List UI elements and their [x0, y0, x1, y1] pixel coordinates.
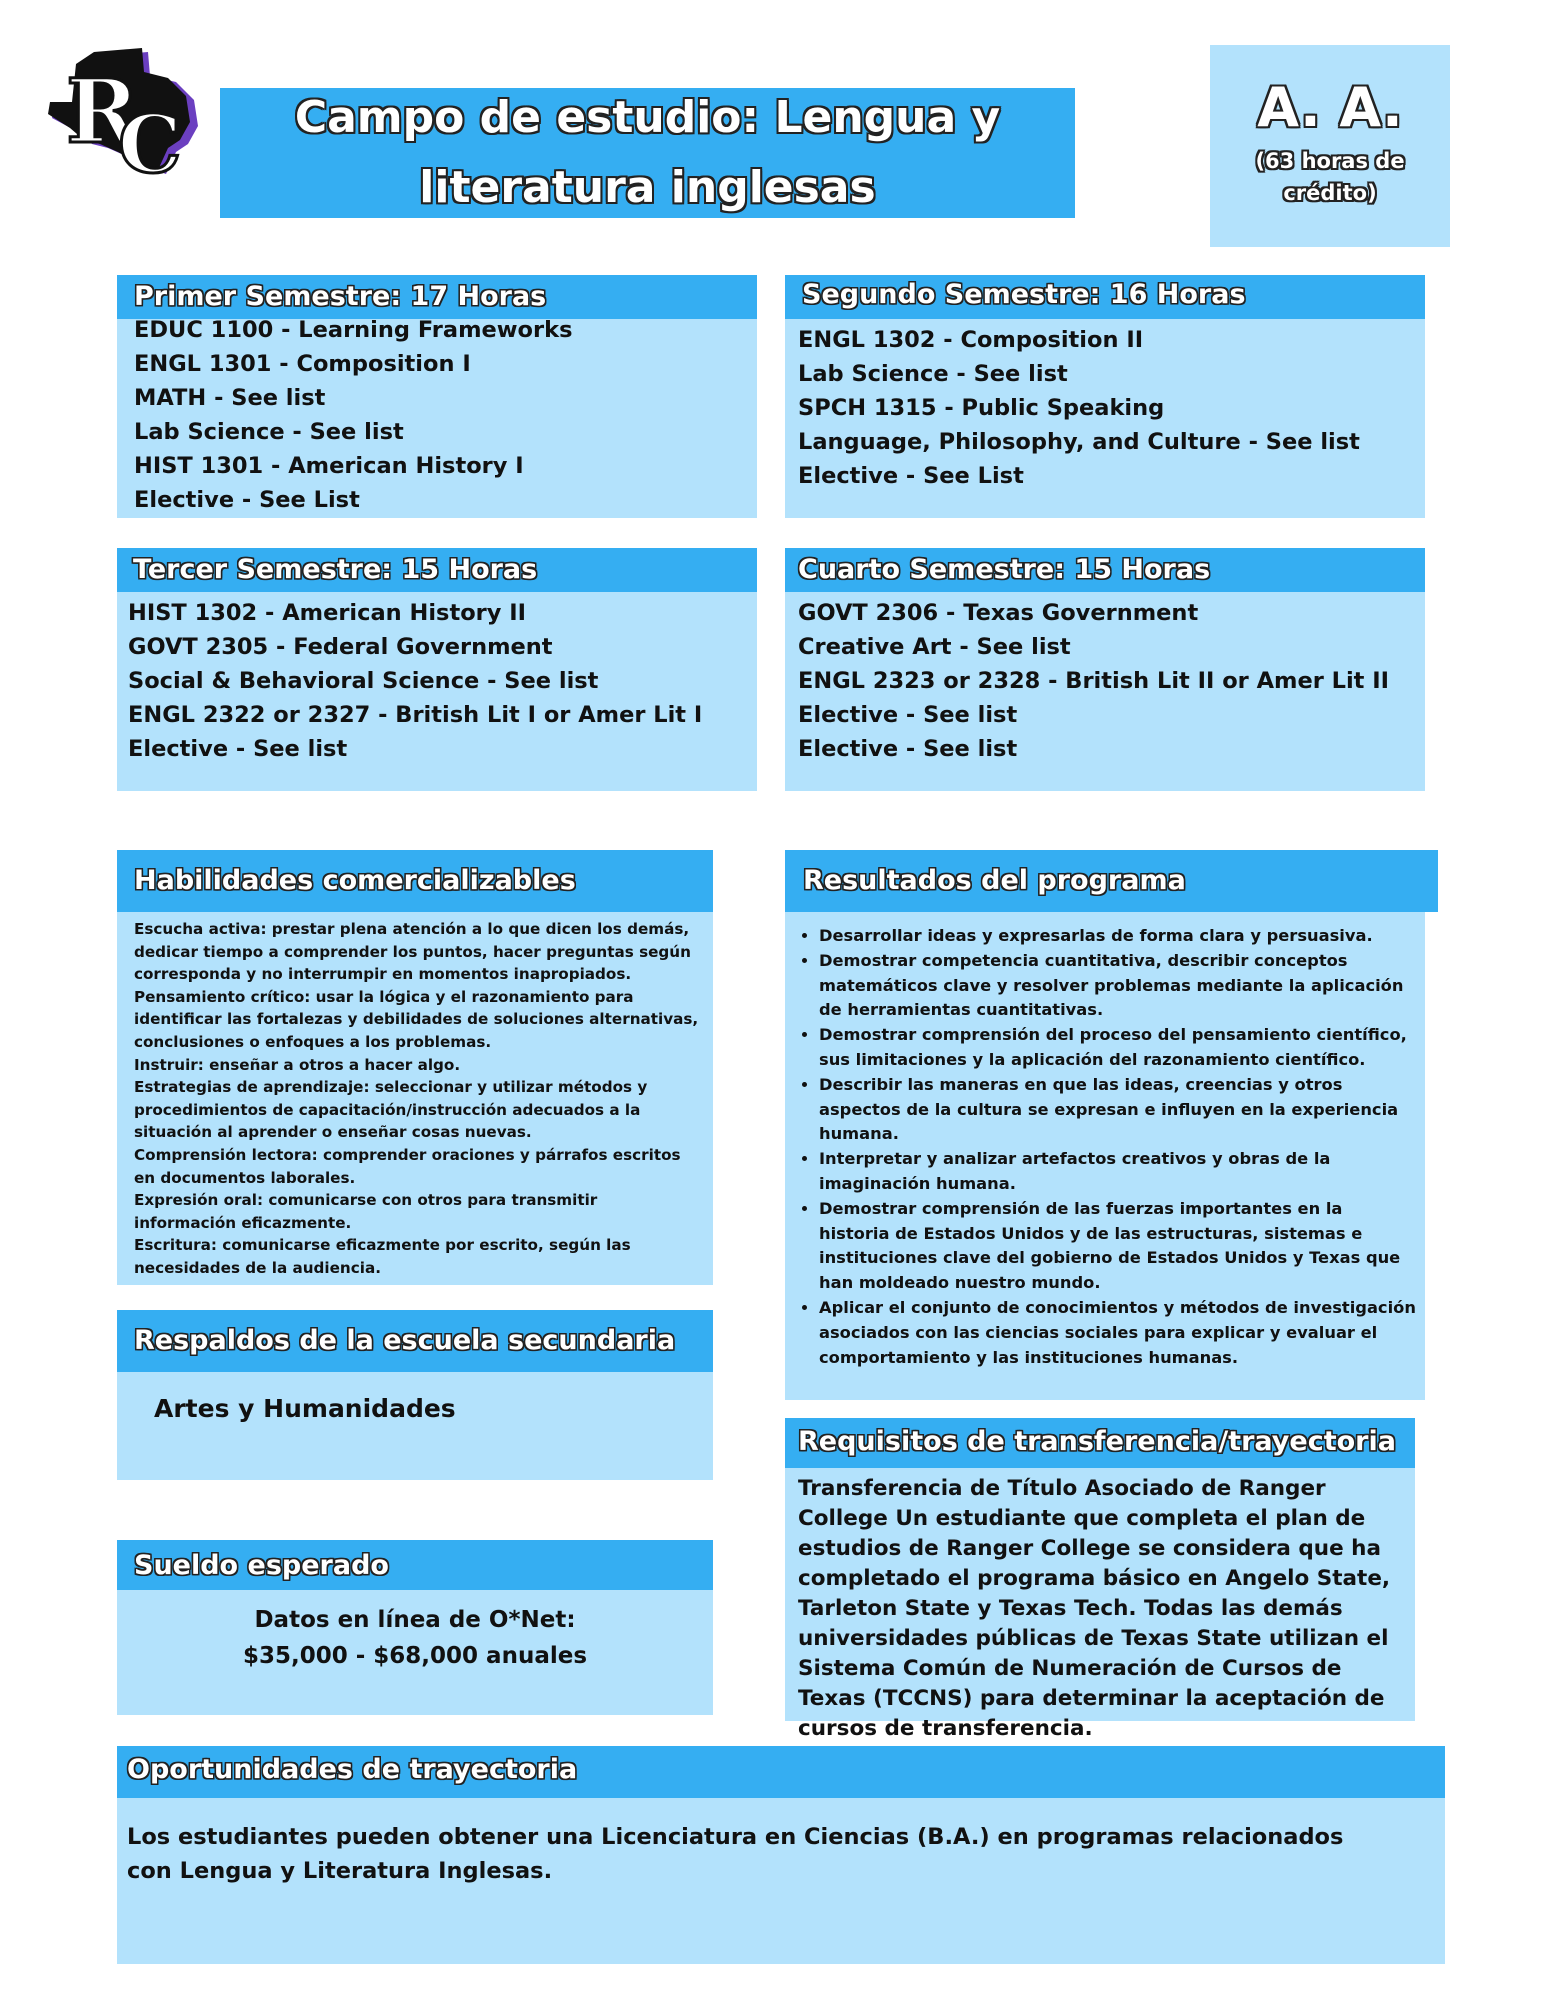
transfer-title: Requisitos de transferencia/trayectoria [785, 1418, 1415, 1468]
opportunities-title: Oportunidades de trayectoria [117, 1746, 1445, 1798]
opportunities-text [117, 1798, 1445, 1888]
opportunities-panel [117, 1746, 1445, 1964]
course-item: ENGL 1302 - Composition II [798, 327, 1144, 353]
opportunities-line: Los estudiantes pueden obtener una Licenciatura en Ciencias (B.A.) en programas relacionados [127, 1824, 1344, 1850]
course-item: Creative Art - See list [798, 634, 1071, 660]
semester-1-course-list [117, 313, 757, 517]
skill-item: Expresión oral: comunicarse con otros para transmitir información eficazmente. [134, 1191, 598, 1232]
skills-text [117, 912, 713, 1280]
course-item: Lab Science - See list [134, 419, 404, 445]
outcome-item: • Describir las maneras en que las ideas, creencias y otros aspectos de la cultura se expresan e influyen en la experiencia humana. [819, 1073, 1417, 1147]
skill-item: Pensamiento crítico: usar la lógica y el razonamiento para identificar las fortalezas y debilidades de soluciones alternativas, conclusiones o enfoques a los problemas. [134, 987, 699, 1051]
semester-4-course-list [785, 596, 1425, 766]
semester-3-course-list [117, 596, 757, 766]
course-item: HIST 1301 - American History I [134, 453, 524, 479]
course-item: GOVT 2305 - Federal Government [128, 634, 553, 660]
semester-4-title: Cuarto Semestre: 15 Horas [785, 548, 1425, 592]
semester-1-title: Primer Semestre: 17 Horas [117, 275, 757, 319]
outcomes-list [799, 924, 1417, 1370]
skill-item: Instruir: enseñar a otros a hacer algo. [134, 1055, 461, 1074]
skills-panel [117, 850, 713, 1285]
course-item: EDUC 1100 - Learning Frameworks [134, 317, 573, 343]
salary-info [117, 1590, 713, 1674]
degree-title: A. A. [1257, 76, 1403, 139]
outcomes-panel [785, 850, 1425, 1400]
transfer-panel [785, 1418, 1415, 1741]
course-item: Elective - See list [798, 702, 1018, 728]
skill-item: Estrategias de aprendizaje: seleccionar y utilizar métodos y procedimientos de capacitación/instrucción adecuados a la situación al aprender o enseñar cosas nuevas. [134, 1078, 648, 1142]
semester-3-panel [117, 548, 757, 791]
endorsements-value: Artes y Humanidades [154, 1394, 456, 1423]
course-item: Lab Science - See list [798, 361, 1068, 387]
outcomes-title: Resultados del programa [785, 850, 1438, 912]
skill-item: Escucha activa: prestar plena atención a lo que dicen los demás, dedicar tiempo a comprender los puntos, hacer preguntas según corresponda y no interrumpir en momentos inapropiados. [134, 920, 691, 984]
semester-2-panel [785, 275, 1425, 518]
endorsements-title: Respaldos de la escuela secundaria [117, 1310, 713, 1372]
semester-2-title: Segundo Semestre: 16 Horas [785, 275, 1425, 319]
outcome-item: • Aplicar el conjunto de conocimientos y métodos de investigación asociados con las ciencias sociales para explicar y evaluar el comportamiento y las instituciones humanas. [819, 1296, 1417, 1370]
course-item: Elective - See list [128, 736, 348, 762]
course-item: SPCH 1315 - Public Speaking [798, 395, 1165, 421]
skill-item: Escritura: comunicarse eficazmente por escrito, según las necesidades de la audiencia. [134, 1236, 631, 1277]
degree-badge [1210, 45, 1450, 247]
course-item: ENGL 2323 or 2328 - British Lit II or Amer Lit II [798, 668, 1390, 694]
degree-credit-hours: (63 horas de crédito) [1255, 149, 1405, 205]
outcome-item: • Demostrar comprensión del proceso del pensamiento científico, sus limitaciones y la aplicación del razonamiento científico. [819, 1023, 1417, 1073]
opportunities-line: con Lengua y Literatura Inglesas. [127, 1858, 553, 1884]
svg-text:R: R [66, 59, 140, 163]
course-item: ENGL 1301 - Composition I [134, 351, 471, 377]
salary-title: Sueldo esperado [117, 1540, 713, 1590]
svg-text:C: C [118, 97, 182, 178]
course-item: Elective - See list [798, 736, 1018, 762]
course-item: ENGL 2322 or 2327 - British Lit I or Amer Lit I [128, 702, 703, 728]
course-item: Social & Behavioral Science - See list [128, 668, 599, 694]
semester-2-course-list [785, 323, 1425, 493]
outcome-item: • Demostrar comprensión de las fuerzas importantes en la historia de Estados Unidos y de las estructuras, sistemas e instituciones clave del gobierno de Estados Unidos y Texas que han moldeado nuestro mundo. [819, 1197, 1417, 1296]
course-item: GOVT 2306 - Texas Government [798, 600, 1199, 626]
course-item: Elective - See List [134, 487, 360, 513]
course-item: Elective - See List [798, 463, 1024, 489]
course-item: MATH - See list [134, 385, 326, 411]
outcome-item: • Desarrollar ideas y expresarlas de forma clara y persuasiva. [819, 924, 1417, 949]
course-item: HIST 1302 - American History II [128, 600, 527, 626]
skills-title: Habilidades comercializables [117, 850, 713, 912]
semester-1-panel [117, 275, 757, 518]
salary-panel [117, 1540, 713, 1715]
ranger-college-logo [48, 48, 198, 178]
transfer-text: Transferencia de Título Asociado de Ranger College Un estudiante que completa el plan de estudios de Ranger College se considera que ha completado el programa básico en Angelo State, Tarleton State y Texas Tech. Todas las demás universidades públicas de Texas State utilizan el Sistema Común de Numeración de Cursos de Texas (TCCNS) para determinar la aceptación de cursos de transferencia. [798, 1476, 1391, 1741]
outcome-item: • Demostrar competencia cuantitativa, describir conceptos matemáticos clave y resolver problemas mediante la aplicación de herramientas cuantitativas. [819, 949, 1417, 1023]
outcome-item: • Interpretar y analizar artefactos creativos y obras de la imaginación humana. [819, 1147, 1417, 1197]
salary-range: $35,000 - $68,000 anuales [242, 1643, 588, 1669]
page-title-banner [220, 88, 1075, 218]
semester-4-panel [785, 548, 1425, 791]
skill-item: Comprensión lectora: comprender oraciones y párrafos escritos en documentos laborales. [134, 1145, 681, 1187]
page-title: Campo de estudio: Lengua y literatura inglesas [294, 92, 1001, 213]
salary-source: Datos en línea de O*Net: [254, 1607, 576, 1633]
semester-3-title: Tercer Semestre: 15 Horas [117, 548, 757, 592]
course-item: Language, Philosophy, and Culture - See list [798, 429, 1360, 455]
endorsements-panel [117, 1310, 713, 1480]
